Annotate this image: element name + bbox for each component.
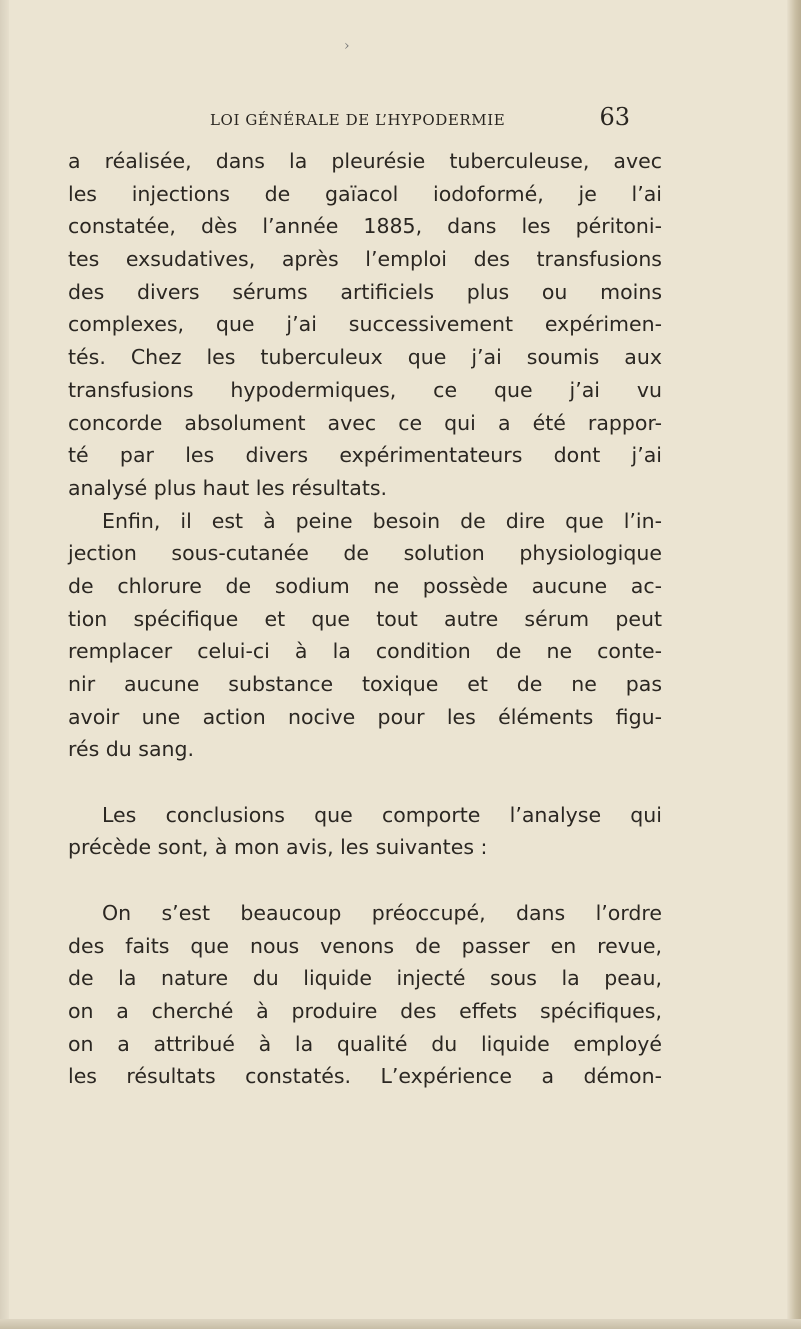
- body-text: [68, 145, 662, 1093]
- text-line: les injections de gaïacol iodoformé, je l’ai: [68, 181, 662, 206]
- text-line: nir aucune substance toxique et de ne pas: [68, 672, 662, 696]
- text-line: on a cherché à produire des effets spécifiques,: [68, 998, 662, 1023]
- text-line: des divers sérums artificiels plus ou moins: [68, 279, 662, 304]
- text-line: rés du sang.: [68, 737, 195, 762]
- text-line: a réalisée, dans la pleurésie tuberculeuse, avec: [68, 149, 662, 173]
- text-line: de la nature du liquide injecté sous la peau,: [68, 966, 662, 991]
- text-line: Enfin, il est à peine besoin de dire que l’in-: [102, 508, 662, 533]
- text-line: complexes, que j’ai successivement expérimen-: [68, 312, 662, 337]
- running-title: LOI GÉNÉRALE DE L’HYPODERMIE: [210, 111, 506, 129]
- page-left-edge: [0, 0, 9, 1329]
- text-line: concorde absolument avec ce qui a été rappor-: [68, 410, 662, 435]
- text-line: transfusions hypodermiques, ce que j’ai vu: [68, 377, 662, 402]
- paragraph: [68, 897, 662, 1093]
- running-header: [210, 103, 630, 131]
- text-line: Les conclusions que comporte l’analyse qui: [102, 802, 662, 827]
- text-line: On s’est beaucoup préoccupé, dans l’ordre: [102, 900, 662, 925]
- text-line: tes exsudatives, après l’emploi des transfusions: [68, 247, 662, 272]
- paragraph-gap: [68, 864, 662, 897]
- paragraph-gap: [68, 766, 662, 799]
- text-line: les résultats constatés. L’expérience a démon-: [68, 1064, 662, 1089]
- text-line: constatée, dès l’année 1885, dans les péritoni-: [68, 214, 662, 239]
- text-line: té par les divers expérimentateurs dont j’ai: [68, 443, 662, 468]
- text-line: des faits que nous venons de passer en revue,: [68, 933, 662, 958]
- paragraph: [68, 505, 662, 767]
- text-line: on a attribué à la qualité du liquide employé: [68, 1031, 662, 1056]
- text-line: avoir une action nocive pour les éléments figu-: [68, 704, 662, 729]
- text-line: remplacer celui-ci à la condition de ne conte-: [68, 639, 662, 664]
- text-line: précède sont, à mon avis, les suivantes :: [68, 835, 488, 860]
- page-bottom-edge: [0, 1319, 801, 1329]
- text-line: jection sous-cutanée de solution physiologique: [68, 541, 662, 566]
- text-line: tés. Chez les tuberculeux que j’ai soumis aux: [68, 345, 662, 370]
- text-line: tion spécifique et que tout autre sérum peut: [68, 606, 662, 631]
- stray-mark: ›: [344, 38, 350, 54]
- page-number: 63: [599, 103, 630, 131]
- paragraph: [68, 799, 662, 864]
- text-line: analysé plus haut les résultats.: [68, 475, 388, 500]
- page-right-edge: [787, 0, 801, 1329]
- paragraph: [68, 145, 662, 505]
- text-line: de chlorure de sodium ne possède aucune ac-: [68, 573, 662, 598]
